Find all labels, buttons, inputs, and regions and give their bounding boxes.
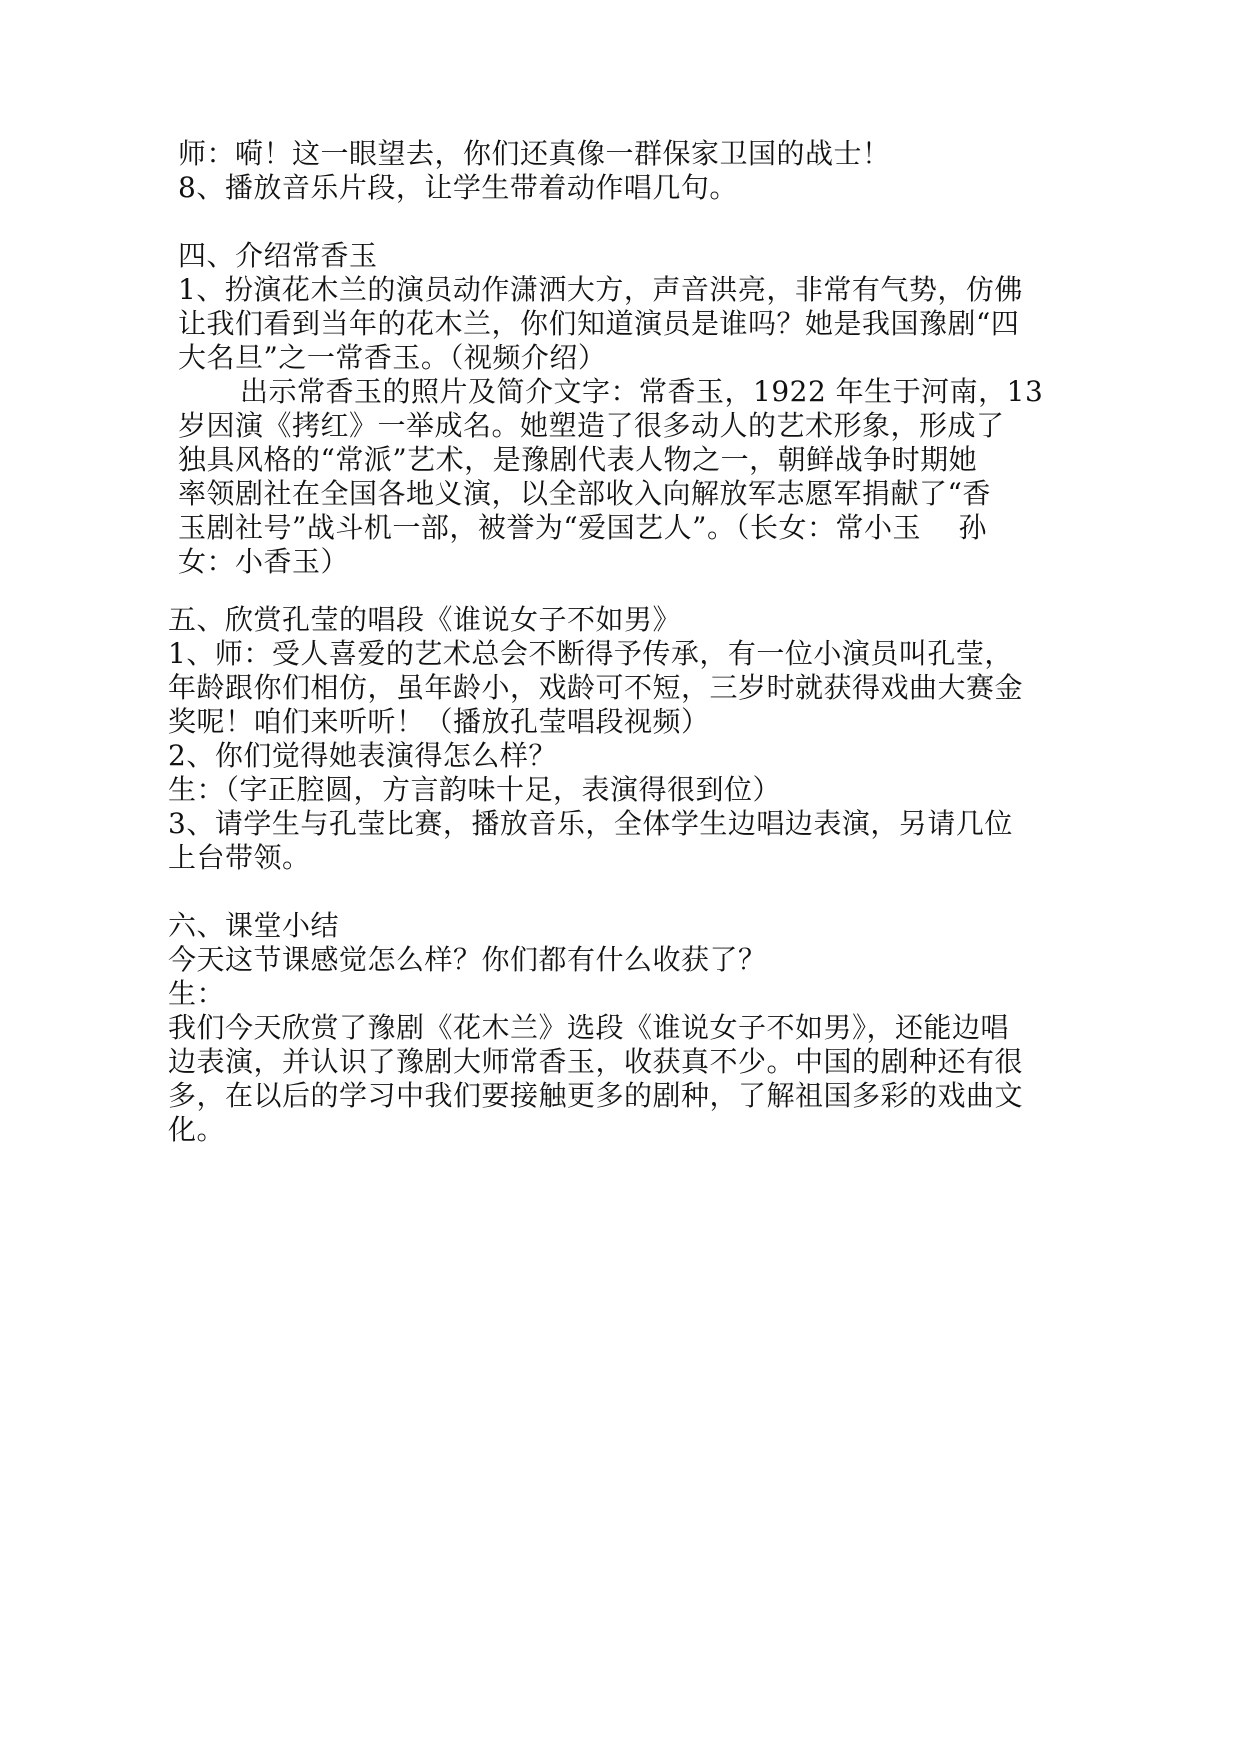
teacher-remark: 师：嗬！这一眼望去，你们还真像一群保家卫国的战士！ <box>178 137 891 170</box>
section-6-heading: 六、课堂小结 <box>168 909 340 942</box>
section-4-item-1-line-1: 1、扮演花木兰的演员动作潇洒大方，声音洪亮，非常有气势，仿佛 <box>178 273 1023 306</box>
section-5-answer: 生：（字正腔圆，方言韵味十足，表演得很到位） <box>168 773 782 806</box>
bio-line-4: 率领剧社在全国各地义演，以全部收入向解放军志愿军捐献了“香 <box>178 477 991 510</box>
summary-line-4: 化。 <box>168 1113 226 1146</box>
section-6-question: 今天这节课感觉怎么样？你们都有什么收获了？ <box>168 943 767 976</box>
summary-line-2: 边表演，并认识了豫剧大师常香玉，收获真不少。中国的剧种还有很 <box>168 1045 1024 1078</box>
section-5-heading: 五、欣赏孔莹的唱段《谁说女子不如男》 <box>168 603 682 636</box>
bio-line-6: 女：小香玉） <box>178 545 350 578</box>
section-5-item-1-line-1: 1、师：受人喜爱的艺术总会不断得予传承，有一位小演员叫孔莹， <box>168 637 1013 670</box>
step-8-text: 8、播放音乐片段，让学生带着动作唱几句。 <box>178 171 738 204</box>
section-5-item-3-line-1: 3、请学生与孔莹比赛，播放音乐，全体学生边唱边表演，另请几位 <box>168 807 1013 840</box>
section-6-student-label: 生： <box>168 977 226 1010</box>
bio-line-3: 独具风格的“常派”艺术，是豫剧代表人物之一，朝鲜战争时期她 <box>178 443 978 476</box>
section-5-item-2: 2、你们觉得她表演得怎么样？ <box>168 739 557 772</box>
section-4-heading: 四、介绍常香玉 <box>178 239 378 272</box>
section-4-item-1-line-3: 大名旦”之一常香玉。（视频介绍） <box>178 341 607 374</box>
section-5-item-1-line-3: 奖呢！咱们来听听！（播放孔莹唱段视频） <box>168 705 710 738</box>
section-5-item-3-line-2: 上台带领。 <box>168 841 311 874</box>
section-5-item-1-line-2: 年龄跟你们相仿，虽年龄小，戏龄可不短，三岁时就获得戏曲大赛金 <box>168 671 1024 704</box>
bio-line-5: 玉剧社号”战斗机一部，被誉为“爱国艺人”。（长女：常小玉 孙 <box>178 511 988 544</box>
bio-line-1: 出示常香玉的照片及简介文字：常香玉，1922 年生于河南，13 <box>240 375 1044 408</box>
bio-line-2: 岁因演《拷红》一举成名。她塑造了很多动人的艺术形象，形成了 <box>178 409 1005 442</box>
section-4-item-1-line-2: 让我们看到当年的花木兰，你们知道演员是谁吗？她是我国豫剧“四 <box>178 307 1020 340</box>
summary-line-3: 多，在以后的学习中我们要接触更多的剧种，了解祖国多彩的戏曲文 <box>168 1079 1024 1112</box>
summary-line-1: 我们今天欣赏了豫剧《花木兰》选段《谁说女子不如男》，还能边唱 <box>168 1011 1010 1044</box>
